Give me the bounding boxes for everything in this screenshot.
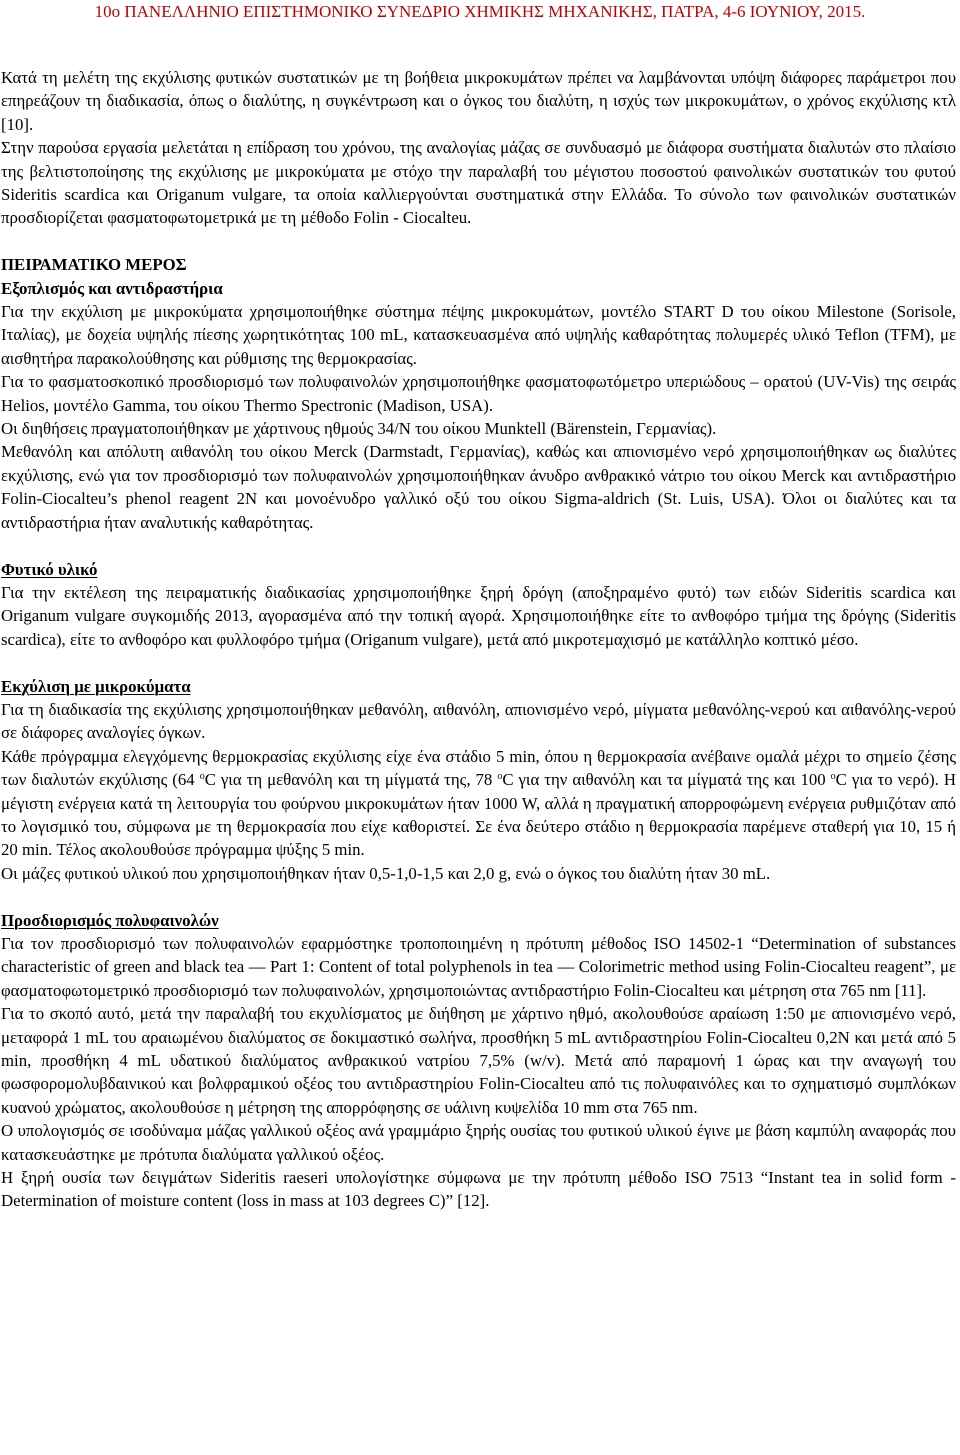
polyphenols-paragraph-1: Για τον προσδιορισμό των πολυφαινολών εφαρμόστηκε τροποποιημένη η πρότυπη μέθοδος ISO 14502-1 “Determination of substances characteristic of green and black tea — Part 1: Content of total polyphenols in tea — Colorimetric method using Folin-Ciocalteu reagent”, με φασματοφωτομετρικό προσδιορισμό των πολυφαινολών, χρησιμοποιώντας αντιδραστήριο Folin-Ciocalteu και μέτρηση στα 765 nm [11]. [1,933,956,1000]
spacer [1,885,956,908]
subsection-title-polyphenols: Προσδιορισμός πολυφαινολών [1,910,219,930]
spacer [1,651,956,674]
equipment-paragraph-2: Για το φασματοσκοπικό προσδιορισμό των πολυφαινολών χρησιμοποιήθηκε φασματοφωτόμετρο υπεριώδους – ορατού (UV-Vis) της σειράς Helios, μοντέλο Gamma, του οίκου Thermo Spectronic (Madison, USA). [1,372,956,415]
degree-superscript: o [199,771,205,783]
subsection-title-extraction: Εκχύλιση με μικροκύματα [1,676,191,696]
plant-paragraph-1: Για την εκτέλεση της πειραματικής διαδικασίας χρησιμοποιήθηκε ξηρή δρόγη (αποξηραμένο φυτό) των ειδών Sideritis scardica και Origanum vulgare συγκομιδής 2013, αγορασμένα από την τοπική αγορά. Χρησιμοποιήθηκε είτε το ανθοφόρο τμήμα της δρόγης (Sideritis scardica), είτε το ανθοφόρο και φυλλοφόρο τμήμα (Origanum vulgare), μετά από μικροτεμαχισμό με κατάλληλο κοπτικό μέσο. [1,582,956,649]
extraction-text-a: Κάθε πρόγραμμα ελεγχόμενης θερμοκρασίας εκχύλισης είχε ένα στάδιο 5 min, όπου η θερμοκρασία ανέβαινε ομαλά μέχρι το σημείο ζέσης των διαλυτών εκχύλισης (64 [1,746,956,790]
degree-superscript: o [497,771,503,783]
degree-superscript: o [830,771,836,783]
section-title-experimental: ΠΕΙΡΑΜΑΤΙΚΟ ΜΕΡΟΣ [1,255,187,275]
polyphenols-paragraph-3: Ο υπολογισμός σε ισοδύναμα μάζας γαλλικού οξέος ανά γραμμάριο ξηρής ουσίας του φυτικού υλικού έγινε με βάση καμπύλη αναφοράς που κατασκευάστηκε με πρότυπα διαλύματα γαλλικού οξέος. [1,1121,956,1164]
spacer [1,534,956,557]
extraction-paragraph-3: Οι μάζες φυτικού υλικού που χρησιμοποιήθηκαν ήταν 0,5-1,0-1,5 και 2,0 g, ενώ ο όγκος του διαλύτη ήταν 30 mL. [1,863,771,883]
extraction-paragraph-1: Για τη διαδικασία της εκχύλισης χρησιμοποιήθηκαν μεθανόλη, αιθανόλη, απιονισμένο νερό, μίγματα μεθανόλης-νερού και αιθανόλης-νερού σε διάφορες αναλογίες όγκων. [1,699,956,743]
equipment-paragraph-3: Οι διηθήσεις πραγματοποιήθηκαν με χάρτινους ηθμούς 34/N του οίκου Munktell (Bärenstein, Γερμανίας). [1,419,717,439]
extraction-text-d: C για το νερό). Η μέγιστη ενέργεια κατά τη λειτουργία του φούρνου μικροκυμάτων ήταν 1000 W, αλλά η πραγματική απορροφώμενη ενέργεια ρυθμιζόταν από το λογισμικό του, σύμφωνα με τη θερμοκρασία που είχε καθοριστεί. Σε ένα δεύτερο στάδιο η θερμοκρασία παρέμενε σταθερή για 10, 15 ή 20 min. Τέλος ακολουθούσε πρόγραμμα ψύξης 5 min. [1,770,956,860]
extraction-text-b: C για τη μεθανόλη και τη μίγματά της, 78 [204,770,498,790]
extraction-paragraph-2 [1,745,956,862]
intro-paragraph-2: Στην παρούσα εργασία μελετάται η επίδραση του χρόνου, της αναλογίας μάζας σε συνδυασμό με διάφορα συστήματα διαλυτών στο πλαίσιο της βελτιστοποίησης της εκχύλισης με μικροκύματα με στόχο την παραλαβή του μέγιστου ποσοστού φαινολικών συστατικών του φυτού Sideritis scardica και Origanum vulgare, τα οποία καλλιεργούνται συστηματικά στην Ελλάδα. Το σύνολο των φαινολικών συστατικών προσδιορίζεται φασματοφωτομετρικά με τη μέθοδο Folin - Ciocalteu. [1,138,956,228]
document-body [1,66,956,1213]
conference-header: 10ο ΠΑΝΕΛΛΗΝΙΟ ΕΠΙΣΤΗΜΟΝΙΚΟ ΣΥΝΕΔΡΙΟ ΧΗΜΙΚΗΣ ΜΗΧΑΝΙΚΗΣ, ΠΑΤΡΑ, 4-6 ΙΟΥΝΙΟΥ, 2015. [94,2,866,21]
extraction-text-c: C για την αιθανόλη και τα μίγματά της και 100 [502,770,831,790]
subsection-title-equipment: Εξοπλισμός και αντιδραστήρια [1,278,223,298]
equipment-paragraph-1: Για την εκχύλιση με μικροκύματα χρησιμοποιήθηκε σύστημα πέψης μικροκυμάτων, μοντέλο START D του οίκου Milestone (Sorisole, Ιταλίας), με δοχεία υψηλής πίεσης χωρητικότητας 100 mL, κατασκευασμένα από υψηλής καθαρότητας πολυμερές υλικό Teflon (TFM), με αισθητήρα παρακολούθησης και ρύθμισης της θερμοκρασίας. [1,302,956,368]
polyphenols-paragraph-4: Η ξηρή ουσία των δειγμάτων Sideritis raeseri υπολογίστηκε σύμφωνα με την πρότυπη μέθοδο ISO 7513 “Instant tea in solid form - Determination of moisture content (loss in mass at 103 degrees C)” [12]. [1,1168,956,1211]
polyphenols-paragraph-2: Για το σκοπό αυτό, μετά την παραλαβή του εκχυλίσματος με διήθηση με χάρτινο ηθμό, ακολουθούσε αραίωση 1:50 με απιονισμένο νερό, μεταφορά 1 mL του αραιωμένου διαλύματος σε δοκιμαστικό σωλήνα, προσθήκη 5 mL αντιδραστηρίου Folin-Ciocalteu 0,2N και μετά από 5 min, προσθήκη 4 mL υδατικού διαλύματος ανθρακικού νατρίου 7,5% (w/v). Μετά από παραμονή 1 ώρας και την αναγωγή του φωσφορομολυβδαινικού και βολφραμικού οξέος του αντιδραστηρίου Folin-Ciocalteu από τις πολυφαινόλες και το σχηματισμό συμπλόκων κυανού χρώματος, ακολουθούσε η μέτρηση της απορρόφησης σε υάλινη κυψελίδα 10 mm στα 765 nm. [1,1004,956,1117]
equipment-paragraph-4: Μεθανόλη και απόλυτη αιθανόλη του οίκου Merck (Darmstadt, Γερμανίας), καθώς και απιονισμένο νερό χρησιμοποιήθηκαν ως διαλύτες εκχύλισης, ενώ για τον προσδιορισμό των πολυφαινολών χρησιμοποιήθηκαν άνυδρο ανθρακικό νάτριο του οίκου Merck και αντιδραστήριο Folin-Ciocalteu’s phenol reagent 2N και μονοένυδρο γαλλικό οξύ του οίκου Sigma-aldrich (St. Luis, USA). Όλοι οι διαλύτες και τα αντιδραστήρια ήταν αναλυτικής καθαρότητας. [1,442,956,532]
spacer [1,230,956,253]
subsection-title-plant: Φυτικό υλικό [1,559,98,579]
intro-paragraph-1: Κατά τη μελέτη της εκχύλισης φυτικών συστατικών με τη βοήθεια μικροκυμάτων πρέπει να λαμβάνονται υπόψη διάφορες παράμετροι που επηρεάζουν τη διαδικασία, όπως ο διαλύτης, η συγκέντρωση και ο όγκος του διαλύτη, η ισχύς των μικροκυμάτων, ο χρόνος εκχύλισης κτλ [10]. [1,68,956,134]
